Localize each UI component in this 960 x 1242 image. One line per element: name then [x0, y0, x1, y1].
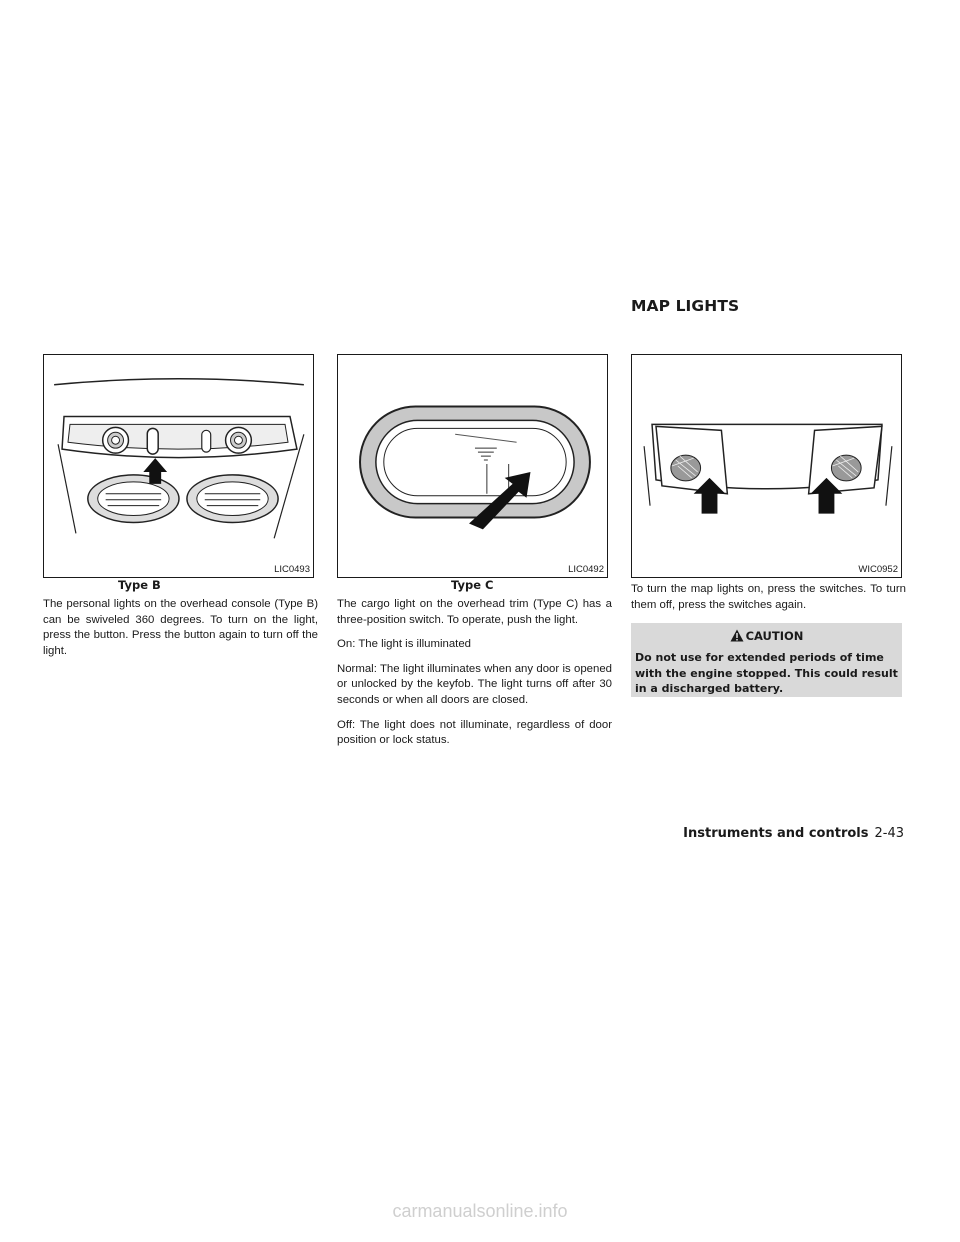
- paragraph: The personal lights on the overhead console (Type B) can be swiveled 360 degrees. To turn on the light, press the button. Press the button again to turn off the light.: [43, 598, 318, 657]
- cargo-light-illustration: [338, 355, 607, 577]
- map-lights-illustration: [632, 355, 901, 577]
- warning-triangle-icon: [730, 629, 744, 645]
- watermark: carmanualsonline.info: [392, 1201, 568, 1221]
- paragraph: The cargo light on the overhead trim (Type C) has a three-position switch. To operate, push the light.: [337, 598, 612, 626]
- figure-caption: Type B: [118, 578, 161, 592]
- figure-map-lights: [631, 354, 902, 578]
- column-1-text: [43, 597, 318, 668]
- figure-type-b: [43, 354, 314, 578]
- paragraph: On: The light is illuminated: [337, 638, 472, 651]
- figure-caption: Type C: [451, 578, 494, 592]
- column-2-text: [337, 597, 612, 758]
- caution-title: CAUTION: [745, 629, 804, 643]
- figure-code: WIC0952: [858, 564, 898, 575]
- figure-code: LIC0492: [568, 564, 604, 575]
- caution-text: Do not use for extended periods of time with the engine stopped. This could result in a discharged battery.: [635, 651, 898, 695]
- figure-code: LIC0493: [274, 564, 310, 575]
- paragraph: To turn the map lights on, press the switches. To turn them off, press the switches again.: [631, 583, 906, 611]
- caution-box: [631, 623, 902, 697]
- caution-title-row: [631, 629, 902, 645]
- paragraph: Normal: The light illuminates when any door is opened or unlocked by the keyfob. The light turns off after 30 seconds or when all doors are closed.: [337, 662, 612, 706]
- paragraph: Off: The light does not illuminate, regardless of door position or lock status.: [337, 718, 612, 747]
- section-heading: MAP LIGHTS: [631, 297, 740, 315]
- page-number: 2-43: [874, 826, 904, 841]
- overhead-console-illustration: [44, 355, 313, 577]
- figure-type-c: [337, 354, 608, 578]
- chapter-title: Instruments and controls: [683, 826, 869, 841]
- column-3-text: [631, 582, 906, 622]
- page-footer: [683, 826, 904, 841]
